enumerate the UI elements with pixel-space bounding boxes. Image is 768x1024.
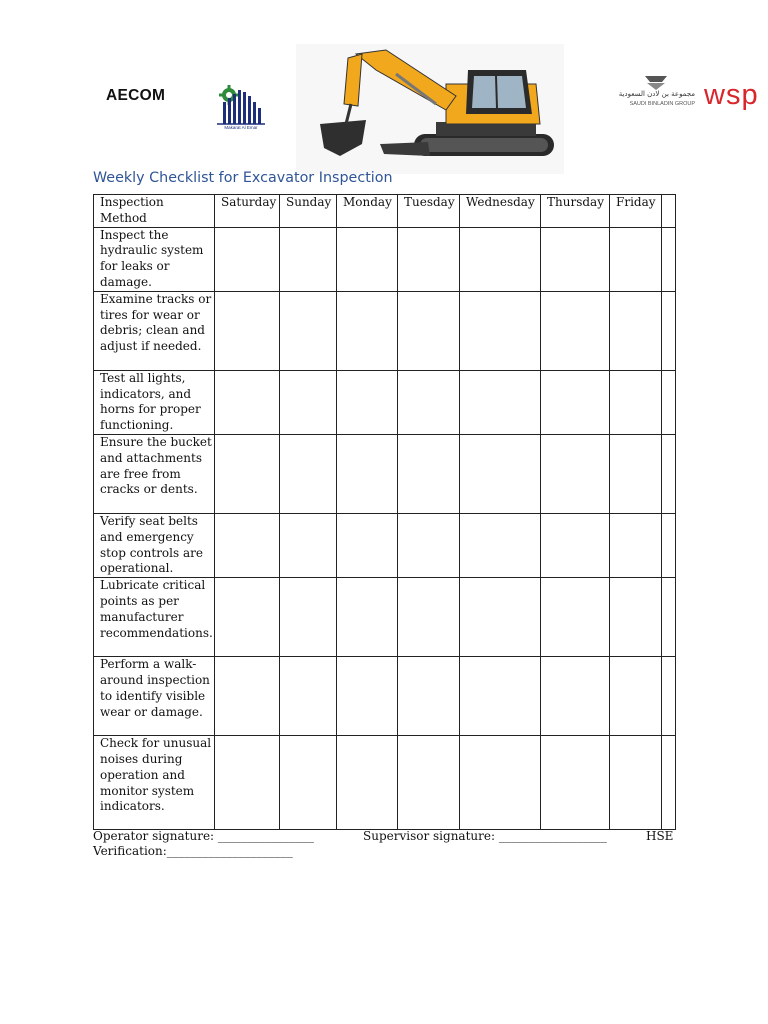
check-cell[interactable] [215,227,280,291]
check-cell[interactable] [398,657,460,736]
table-row [94,736,676,830]
check-cell[interactable] [398,227,460,291]
check-cell[interactable] [280,434,337,513]
header-day: Monday [337,195,398,228]
table-row [94,370,676,434]
check-cell[interactable] [460,657,541,736]
check-cell[interactable] [541,370,610,434]
check-cell[interactable] [215,657,280,736]
check-cell[interactable] [460,513,541,577]
check-cell[interactable] [337,291,398,370]
table-row [94,227,676,291]
check-cell[interactable] [610,227,662,291]
header-day: Sunday [280,195,337,228]
check-cell[interactable] [460,291,541,370]
hse-verification[interactable]: Verification:_____________________ [93,844,293,858]
check-cell[interactable] [610,513,662,577]
inspection-item: Examine tracks or tires for wear or debris; clean and adjust if needed. [94,291,215,370]
check-cell[interactable] [662,370,676,434]
check-cell[interactable] [541,657,610,736]
check-cell[interactable] [460,434,541,513]
check-cell[interactable] [662,657,676,736]
aecom-logo: AECOM [106,87,166,104]
check-cell[interactable] [337,736,398,830]
check-cell[interactable] [460,370,541,434]
check-cell[interactable] [398,291,460,370]
check-cell[interactable] [610,434,662,513]
document-title: Weekly Checklist for Excavator Inspection [93,170,393,186]
check-cell[interactable] [337,657,398,736]
table-row [94,657,676,736]
check-cell[interactable] [460,227,541,291]
inspection-item: Verify seat belts and emergency stop controls are operational. [94,513,215,577]
inspection-item: Ensure the bucket and attachments are free from cracks or dents. [94,434,215,513]
operator-signature[interactable]: Operator signature: ________________ [93,829,314,843]
check-cell[interactable] [280,227,337,291]
header-day [662,195,676,228]
check-cell[interactable] [215,370,280,434]
inspection-item: Inspect the hydraulic system for leaks or damage. [94,227,215,291]
inspection-item: Perform a walk-around inspection to identify visible wear or damage. [94,657,215,736]
check-cell[interactable] [337,578,398,657]
check-cell[interactable] [280,736,337,830]
check-cell[interactable] [610,657,662,736]
inspection-table [93,194,676,830]
check-cell[interactable] [460,736,541,830]
header-day: Thursday [541,195,610,228]
check-cell[interactable] [337,434,398,513]
check-cell[interactable] [662,736,676,830]
check-cell[interactable] [541,291,610,370]
check-cell[interactable] [215,434,280,513]
check-cell[interactable] [541,513,610,577]
table-header-row [94,195,676,228]
check-cell[interactable] [610,578,662,657]
makarat-emblem-icon [209,82,271,126]
table-row [94,291,676,370]
makarat-logo [209,82,271,136]
check-cell[interactable] [398,513,460,577]
check-cell[interactable] [215,513,280,577]
check-cell[interactable] [662,578,676,657]
table-row [94,578,676,657]
check-cell[interactable] [662,513,676,577]
check-cell[interactable] [662,434,676,513]
header-day: Friday [610,195,662,228]
check-cell[interactable] [398,736,460,830]
check-cell[interactable] [215,578,280,657]
header-day: Wednesday [460,195,541,228]
header-day: Saturday [215,195,280,228]
check-cell[interactable] [215,291,280,370]
sbg-arabic-name: مجموعة بن لادن السعودية [618,90,695,98]
table-row [94,513,676,577]
check-cell[interactable] [662,227,676,291]
sbg-english-name: SAUDI BINLADIN GROUP [629,101,695,107]
check-cell[interactable] [337,370,398,434]
check-cell[interactable] [398,578,460,657]
hse-label: HSE [646,829,674,843]
saudi-binladin-group-logo [617,74,695,116]
check-cell[interactable] [460,578,541,657]
check-cell[interactable] [398,370,460,434]
excavator-image [296,44,564,174]
inspection-item: Test all lights, indicators, and horns for proper functioning. [94,370,215,434]
check-cell[interactable] [541,736,610,830]
check-cell[interactable] [541,434,610,513]
check-cell[interactable] [280,370,337,434]
header-inspection-method: Inspection Method [94,195,215,228]
check-cell[interactable] [337,513,398,577]
supervisor-signature[interactable]: Supervisor signature: __________________ [363,829,607,843]
check-cell[interactable] [280,513,337,577]
check-cell[interactable] [610,370,662,434]
sbg-emblem-icon [617,74,695,90]
check-cell[interactable] [610,291,662,370]
check-cell[interactable] [398,434,460,513]
check-cell[interactable] [337,227,398,291]
check-cell[interactable] [280,578,337,657]
wsp-logo: wsp [704,79,759,111]
makarat-caption: Makarat Al Emar [224,125,258,130]
check-cell[interactable] [610,736,662,830]
header-day: Tuesday [398,195,460,228]
inspection-item: Check for unusual noises during operation and monitor system indicators. [94,736,215,830]
check-cell[interactable] [215,736,280,830]
check-cell[interactable] [541,227,610,291]
inspection-item: Lubricate critical points as per manufacturer recommendations. [94,578,215,657]
table-row [94,434,676,513]
check-cell[interactable] [541,578,610,657]
check-cell[interactable] [280,291,337,370]
check-cell[interactable] [280,657,337,736]
check-cell[interactable] [662,291,676,370]
